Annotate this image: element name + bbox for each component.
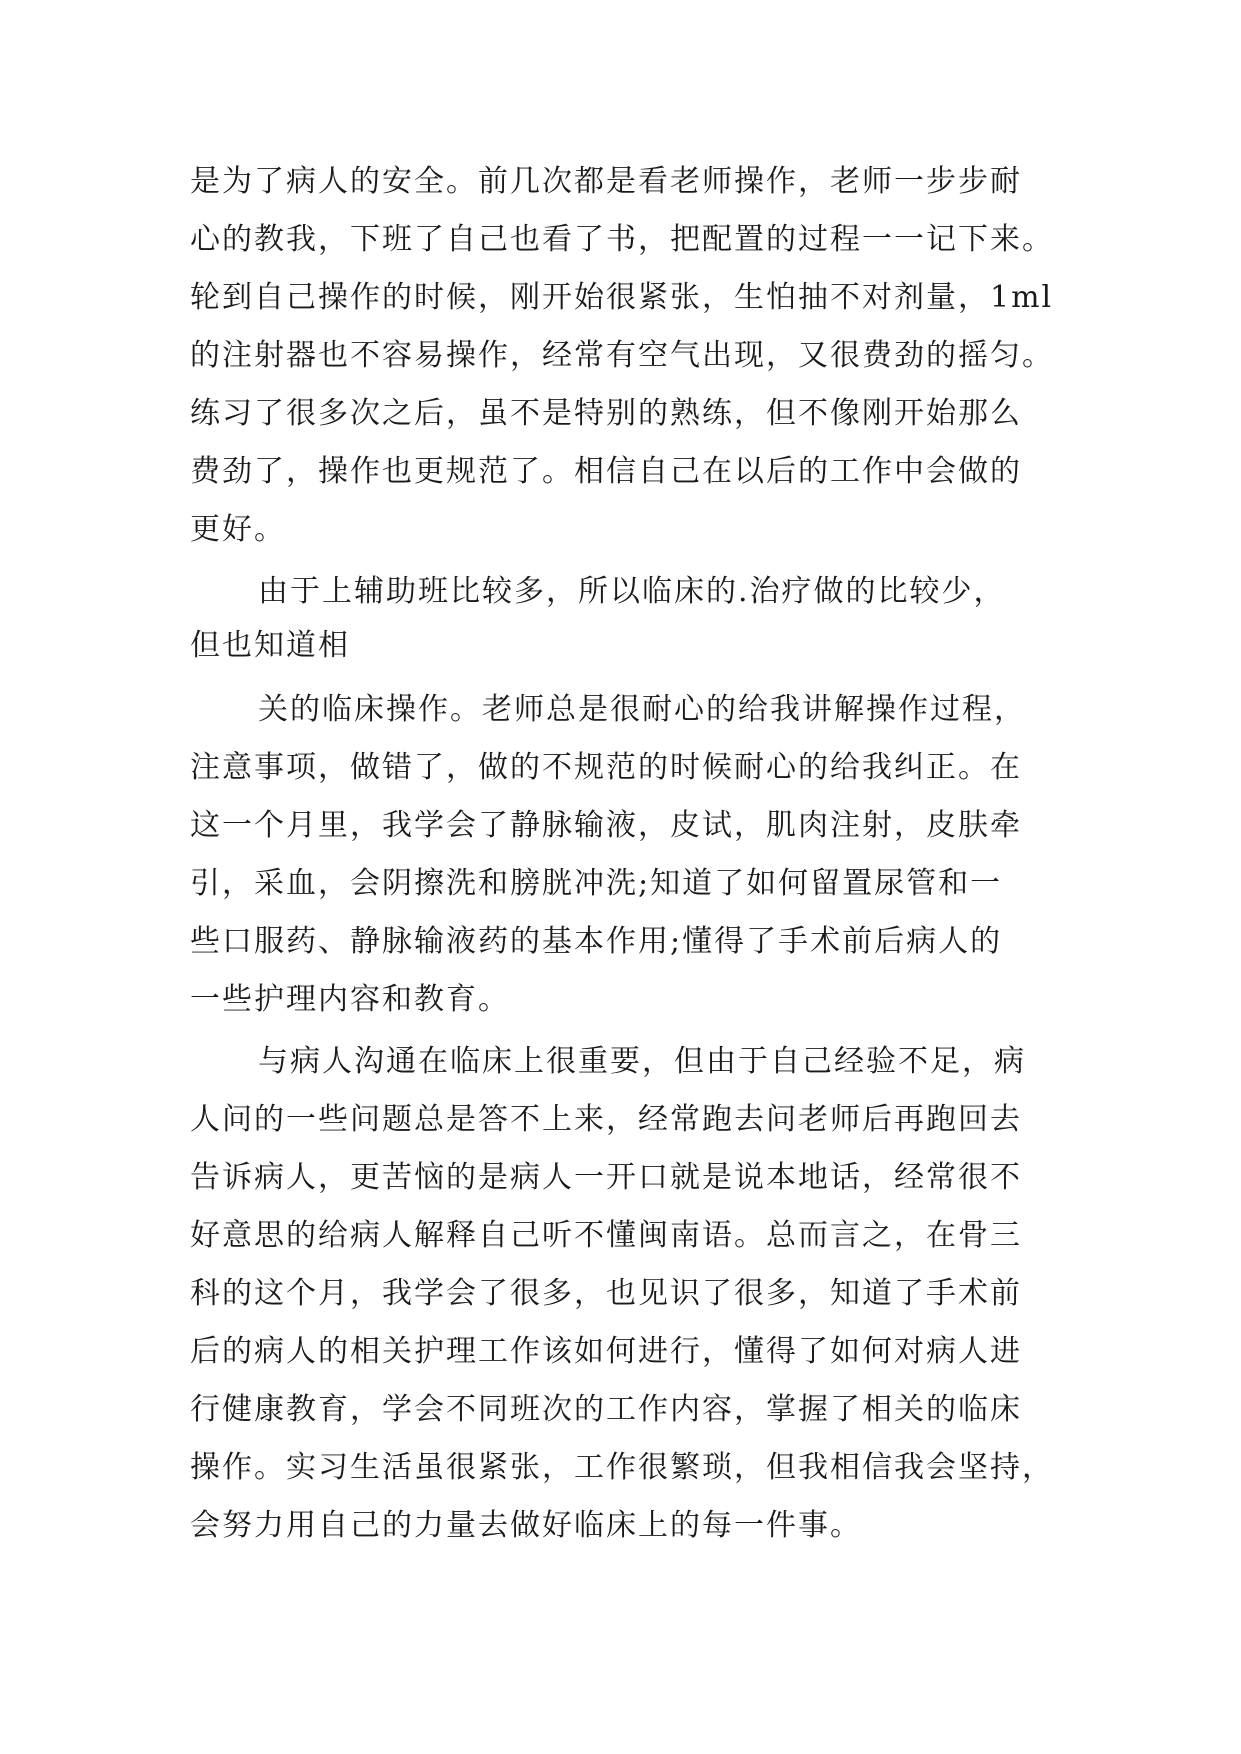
text-line: 后的病人的相关护理工作该如何进行，懂得了如何对病人进 xyxy=(190,1334,1022,1369)
text-line: 轮到自己操作的时候，刚开始很紧张，生怕抽不对剂量，1ml xyxy=(190,280,1054,315)
text-line: 些口服药、静脉输液药的基本作用;懂得了手术前后病人的 xyxy=(190,924,1003,959)
text-line: 引，采血，会阴擦洗和膀胱冲洗;知道了如何留置尿管和一 xyxy=(190,866,1003,901)
text-line: 更好。 xyxy=(190,512,286,547)
text-line: 人问的一些问题总是答不上来，经常跑去问老师后再跑回去 xyxy=(190,1102,1022,1137)
text-line: 这一个月里，我学会了静脉输液，皮试，肌肉注射，皮肤牵 xyxy=(190,808,1022,843)
text-line: 的注射器也不容易操作，经常有空气出现，又很费劲的摇匀。 xyxy=(190,338,1054,373)
text-line: 与病人沟通在临床上很重要，但由于自己经验不足，病 xyxy=(258,1044,1026,1079)
text-line: 心的教我，下班了自己也看了书，把配置的过程一一记下来。 xyxy=(190,222,1054,257)
text-line: 好意思的给病人解释自己听不懂闽南语。总而言之，在骨三 xyxy=(190,1218,1022,1253)
text-line: 告诉病人，更苦恼的是病人一开口就是说本地话，经常很不 xyxy=(190,1160,1022,1195)
text-line: 是为了病人的安全。前几次都是看老师操作，老师一步步耐 xyxy=(190,164,1022,199)
text-line: 练习了很多次之后，虽不是特别的熟练，但不像刚开始那么 xyxy=(190,396,1022,431)
text-line: 一些护理内容和教育。 xyxy=(190,982,510,1017)
text-line: 关的临床操作。老师总是很耐心的给我讲解操作过程， xyxy=(258,692,1026,727)
text-line: 科的这个月，我学会了很多，也见识了很多，知道了手术前 xyxy=(190,1276,1022,1311)
text-line: 费劲了，操作也更规范了。相信自己在以后的工作中会做的 xyxy=(190,454,1022,489)
text-line: 行健康教育，学会不同班次的工作内容，掌握了相关的临床 xyxy=(190,1392,1022,1427)
text-line: 操作。实习生活虽很紧张，工作很繁琐，但我相信我会坚持， xyxy=(190,1450,1054,1485)
text-line: 由于上辅助班比较多，所以临床的.治疗做的比较少， xyxy=(258,574,1006,609)
text-line: 但也知道相 xyxy=(190,628,350,663)
text-line: 注意事项，做错了，做的不规范的时候耐心的给我纠正。在 xyxy=(190,750,1022,785)
text-line: 会努力用自己的力量去做好临床上的每一件事。 xyxy=(190,1508,862,1543)
